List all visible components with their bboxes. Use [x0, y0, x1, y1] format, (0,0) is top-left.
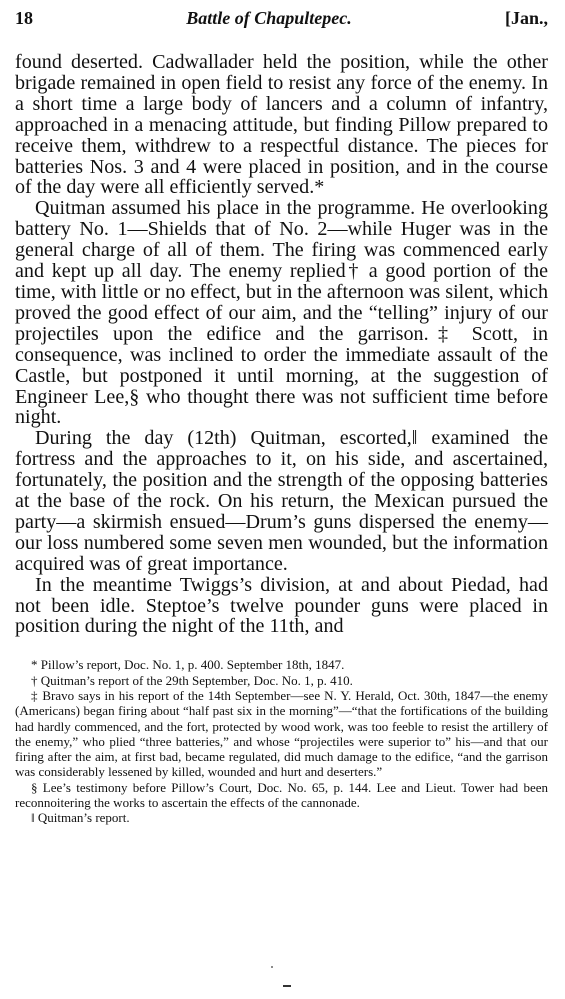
running-title: Battle of Chapultepec.	[186, 8, 352, 28]
paragraph-continuation: found deserted. Cadwallader held the position, while the other brigade remained in open field to resist any force of the enemy. In a short time a large body of lancers and a column of infantry, approached in a menacing attitude, but finding Pillow prepared to receive them, withdrew to a respectful distance. The pieces for batteries Nos. 3 and 4 were placed in position, and in the course of the day were all efficiently served.*	[15, 51, 548, 199]
book-page	[15, 8, 548, 826]
body-text	[15, 52, 548, 637]
footnote-quitman-report: † Quitman’s report of the 29th September, Doc. No. 1, p. 410.	[31, 672, 353, 688]
paragraph-twiggs-division: In the meantime Twiggs’s division, at and about Piedad, had not been idle. Steptoe’s twelve pounder guns were placed in position during the night of the 11th, and	[15, 573, 548, 638]
footnote-quitman-short: ‖ Quitman’s report.	[31, 810, 130, 826]
footnote-bravo-report: ‡ Bravo says in his report of the 14th September—see N. Y. Herald, Oct. 30th, 1847—the enemy (Americans) began firing about “half past six in the morning”—“that the fortifications of the building had hardly commenced, and the fort, protected by wood work, was too feeble to resist the artillery of the enemy,” who plied “three batteries,” and whose “projectiles were superior to” his—and that our firing after the aim, at first bad, became regulated, did much damage to the edifice, “and the garrison was considerably lessened by killed, wounded and hurt and deserters.”	[15, 687, 548, 780]
paragraph-reconnaissance: During the day (12th) Quitman, escorted,‖ examined the fortress and the approaches to it, on his side, and ascertained, fortunately, the position and the strength of the opposing batteries at the base of the rock. On his return, the Mexican pursued the party—a skirmish ensued—Drum’s guns dispersed the enemy—our loss numbered some seven men wounded, but the information acquired was of great importance.	[15, 427, 548, 575]
footnote-lee-testimony: § Lee’s testimony before Pillow’s Court, Doc. No. 65, p. 144. Lee and Lieut. Tower had been reconnoitering the works to ascertain the effects of the cannonade.	[15, 779, 548, 811]
footnote-pillow-report: * Pillow’s report, Doc. No. 1, p. 400. September 18th, 1847.	[31, 657, 345, 673]
running-header	[15, 8, 548, 38]
footnotes	[15, 657, 548, 825]
section-marker: [Jan.,	[504, 8, 548, 28]
page-number: 18	[15, 8, 33, 28]
scan-speck	[271, 966, 273, 968]
paragraph-quitman-battery: Quitman assumed his place in the programme. He overlooking battery No. 1—Shields that of No. 2—while Huger was in the general charge of all of them. The firing was commenced early and kept up all day. The enemy replied† a good portion of the time, with little or no effect, but in the afternoon was silent, which proved the good effect of our aim, and the “telling” injury of our projectiles upon the edifice and the garrison.‡ Scott, in consequence, was inclined to order the immediate assault of the Castle, but postponed it until morning, at the suggestion of Engineer Lee,§ who thought there was not sufficient time before night.	[15, 197, 548, 429]
footer-mark	[283, 985, 291, 987]
